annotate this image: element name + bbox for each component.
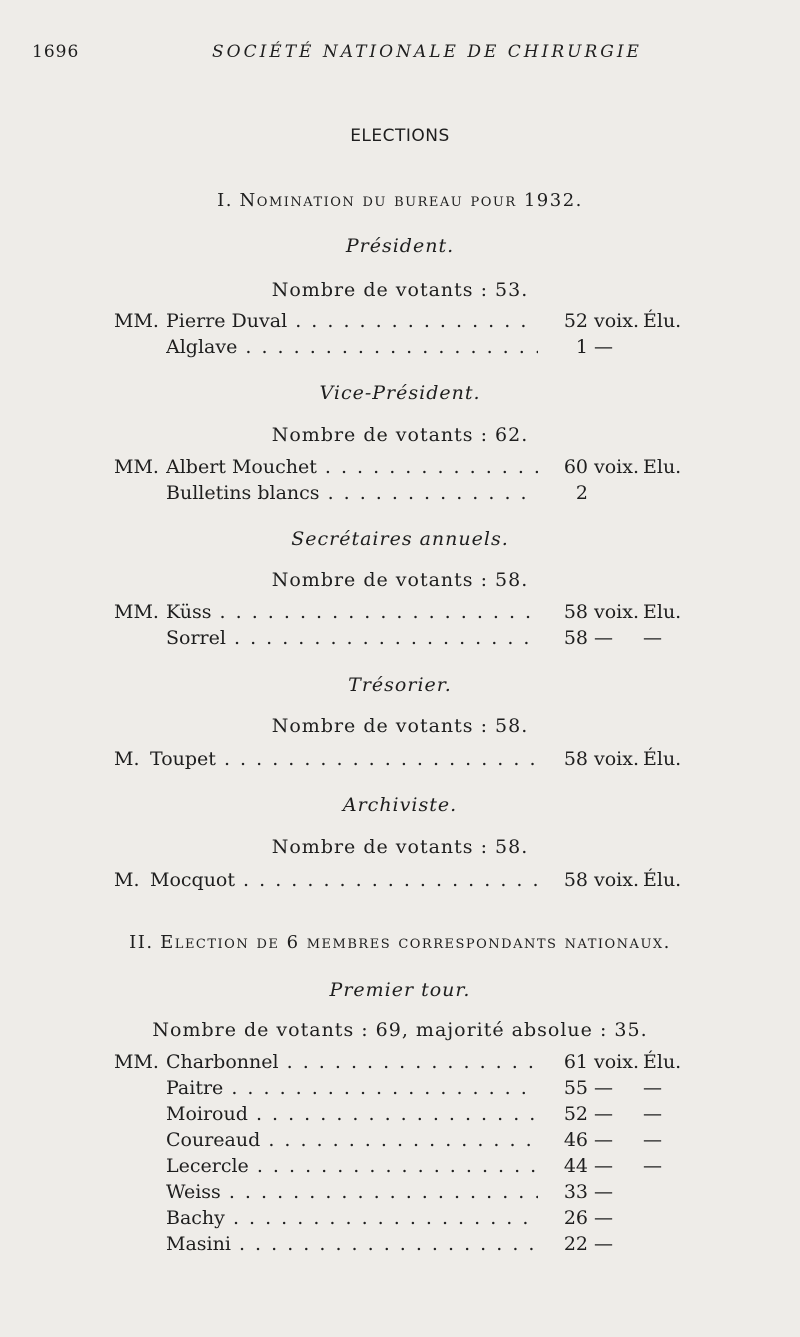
vote-count: 58	[563, 627, 588, 649]
candidate-name: Alglave . . .	[166, 336, 538, 358]
section-heading-correspondants	[0, 932, 800, 953]
running-title: SOCIÉTÉ NATIONALE DE CHIRURGIE	[212, 42, 642, 62]
section-number: I.	[217, 190, 233, 211]
election-result: —	[643, 627, 662, 649]
honorific: MM.	[114, 310, 159, 332]
vote-unit: —	[594, 1181, 613, 1203]
vote-count: 33	[563, 1181, 588, 1203]
election-result: —	[643, 1103, 662, 1125]
candidate-name: Mocquot . . .	[150, 869, 538, 891]
election-result: —	[643, 1155, 662, 1177]
vote-unit: voix.	[594, 601, 640, 623]
honorific: MM.	[114, 456, 159, 478]
honorific: M.	[114, 748, 140, 770]
voter-count-tresorier: Nombre de votants : 58.	[271, 715, 529, 737]
vote-unit: —	[594, 1129, 613, 1151]
result-row	[0, 1129, 800, 1155]
office-heading-archiviste: Archiviste.	[342, 794, 458, 816]
voter-count-premier-tour: Nombre de votants : 69, majorité absolue : 35.	[152, 1019, 648, 1041]
candidate-name: Toupet . . .	[150, 748, 538, 770]
candidate-name: Paitre . . .	[166, 1077, 538, 1099]
result-row	[0, 1233, 800, 1259]
candidate-name: Coureaud . . .	[166, 1129, 538, 1151]
voter-count-vice-president: Nombre de votants : 62.	[271, 424, 529, 446]
vote-count: 58	[563, 869, 588, 891]
candidate-name: Lecercle . . .	[166, 1155, 538, 1177]
election-result: —	[643, 1077, 662, 1099]
round-heading-premier-tour: Premier tour.	[329, 979, 471, 1001]
vote-unit: —	[594, 1077, 613, 1099]
election-result: Élu.	[643, 869, 682, 891]
result-row	[0, 1181, 800, 1207]
vote-unit: voix.	[594, 310, 640, 332]
result-row	[0, 1077, 800, 1103]
honorific: M.	[114, 869, 140, 891]
vote-count: 44	[563, 1155, 588, 1177]
election-result: Elu.	[643, 456, 682, 478]
honorific: MM.	[114, 601, 159, 623]
candidate-name: Bulletins blancs . . .	[166, 482, 538, 504]
election-result: Élu.	[643, 748, 682, 770]
result-row	[0, 869, 800, 895]
running-head	[0, 42, 800, 66]
vote-unit: voix.	[594, 456, 640, 478]
vote-count: 2	[575, 482, 588, 504]
vote-count: 58	[563, 748, 588, 770]
result-row	[0, 601, 800, 627]
candidate-name: Küss . . .	[166, 601, 538, 623]
vote-count: 55	[563, 1077, 588, 1099]
vote-count: 61	[563, 1051, 588, 1073]
vote-unit: voix.	[594, 748, 640, 770]
vote-unit: —	[594, 627, 613, 649]
voter-count-archiviste: Nombre de votants : 58.	[271, 836, 529, 858]
candidate-name: Pierre Duval . . .	[166, 310, 538, 332]
election-result: Élu.	[643, 1051, 682, 1073]
result-row	[0, 627, 800, 653]
vote-unit: —	[594, 1233, 613, 1255]
office-heading-president: Président.	[345, 235, 455, 257]
result-row	[0, 336, 800, 362]
candidate-name: Masini . . .	[166, 1233, 538, 1255]
voter-count-secretaires: Nombre de votants : 58.	[271, 569, 529, 591]
candidate-name: Weiss . . .	[166, 1181, 538, 1203]
section-title: Election de 6 membres correspondants nationaux.	[160, 932, 671, 953]
vote-count: 22	[563, 1233, 588, 1255]
section-heading-bureau	[0, 190, 800, 211]
election-result: —	[643, 1129, 662, 1151]
result-row	[0, 310, 800, 336]
vote-count: 52	[563, 310, 588, 332]
candidate-name: Sorrel . . .	[166, 627, 538, 649]
office-heading-vice-president: Vice-Président.	[319, 382, 481, 404]
result-row	[0, 482, 800, 508]
candidate-name: Moiroud . . .	[166, 1103, 538, 1125]
vote-unit: voix.	[594, 1051, 640, 1073]
election-result: Élu.	[643, 310, 682, 332]
result-row	[0, 1051, 800, 1077]
vote-unit: —	[594, 336, 613, 358]
page-number: 1696	[32, 42, 80, 62]
vote-count: 26	[563, 1207, 588, 1229]
result-row	[0, 456, 800, 482]
candidate-name: Albert Mouchet . . .	[166, 456, 538, 478]
vote-unit: voix.	[594, 869, 640, 891]
page-title: ELECTIONS	[350, 126, 450, 146]
honorific: MM.	[114, 1051, 159, 1073]
section-number: II.	[129, 932, 154, 953]
result-row	[0, 1207, 800, 1233]
vote-unit: —	[594, 1207, 613, 1229]
section-title: Nomination du bureau pour 1932.	[239, 190, 583, 211]
vote-count: 46	[563, 1129, 588, 1151]
vote-unit: —	[594, 1155, 613, 1177]
election-result: Elu.	[643, 601, 682, 623]
vote-count: 60	[563, 456, 588, 478]
candidate-name: Bachy . . .	[166, 1207, 538, 1229]
candidate-name: Charbonnel . . .	[166, 1051, 538, 1073]
result-row	[0, 1103, 800, 1129]
voter-count-president: Nombre de votants : 53.	[271, 279, 529, 301]
vote-count: 52	[563, 1103, 588, 1125]
office-heading-tresorier: Trésorier.	[348, 674, 452, 696]
result-row	[0, 1155, 800, 1181]
office-heading-secretaires: Secrétaires annuels.	[291, 528, 509, 550]
vote-count: 1	[575, 336, 588, 358]
vote-unit: —	[594, 1103, 613, 1125]
vote-count: 58	[563, 601, 588, 623]
result-row	[0, 748, 800, 774]
